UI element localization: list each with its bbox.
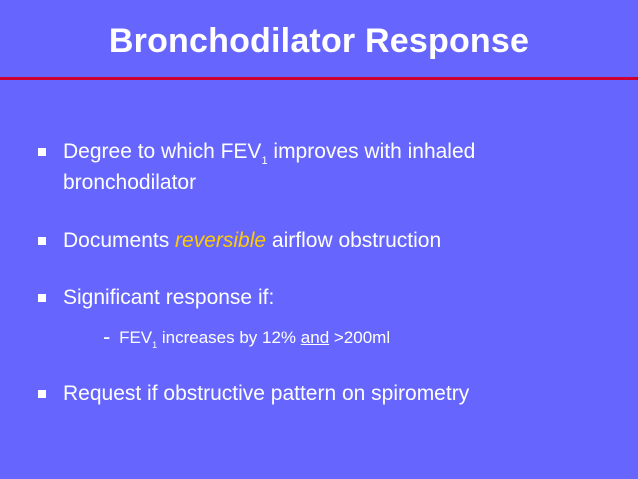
- subscript: 1: [261, 155, 268, 167]
- square-bullet-icon: [38, 148, 46, 156]
- bullet-reversible-obstruction: [63, 227, 623, 255]
- subitem-text-part: >200ml: [329, 328, 391, 347]
- subscript: 1: [152, 340, 158, 350]
- subitem-text-part: FEV: [119, 328, 153, 347]
- title-divider: [0, 77, 638, 80]
- bullet-text-part: Documents: [63, 229, 176, 252]
- bullet-text-part: airflow obstruction: [266, 229, 442, 252]
- square-bullet-icon: [38, 237, 46, 245]
- bullet-text: Request if obstructive pattern on spirometry: [63, 382, 470, 405]
- dash-marker: -: [103, 324, 111, 349]
- subitem-text-part: increases by 12%: [157, 328, 301, 347]
- square-bullet-icon: [38, 294, 46, 302]
- bullet-text: Significant response if:: [63, 286, 275, 309]
- bullet-request-spirometry: [63, 380, 623, 408]
- bullet-text-part: improves with inhaled: [267, 140, 476, 163]
- bullet-significant-response: [63, 284, 623, 312]
- bullet-text-part: Degree to which FEV: [63, 140, 262, 163]
- square-bullet-icon: [38, 390, 46, 398]
- bullet-fev1-improvement: [63, 138, 623, 197]
- emphasized-word: reversible: [175, 229, 267, 252]
- subitem-fev1-threshold: [103, 324, 390, 352]
- underlined-word: and: [300, 328, 330, 347]
- slide-title: Bronchodilator Response: [108, 22, 530, 60]
- bullet-text-line2: bronchodilator: [63, 171, 197, 194]
